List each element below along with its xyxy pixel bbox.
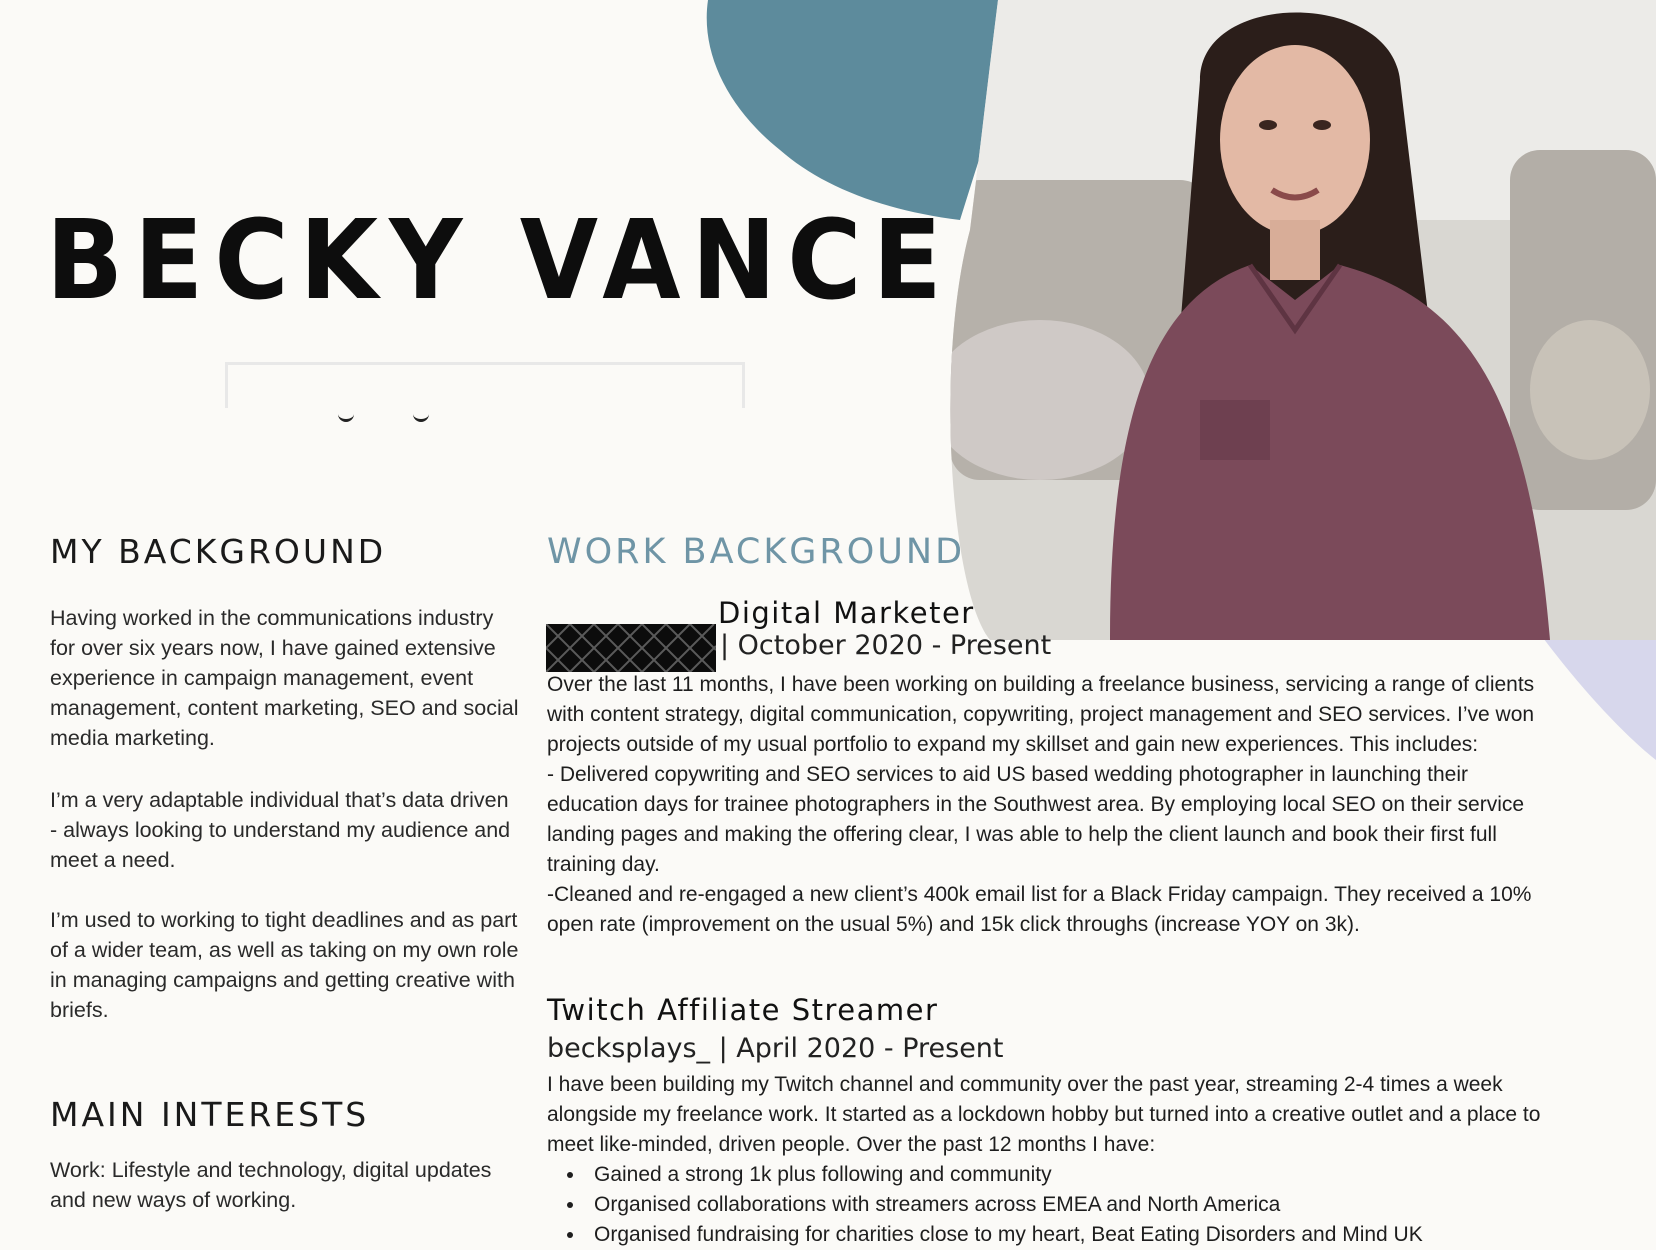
interests-heading: MAIN INTERESTS <box>50 1095 370 1134</box>
background-heading: MY BACKGROUND <box>50 532 387 571</box>
job-1-line-1: Over the last 11 months, I have been working on building a freelance business, servicing a range of clients with content strategy, digital communication, copywriting, project management and SEO services. I’ve won projects outside of my usual portfolio to expand my skillset and gain new experiences. This includes: <box>547 673 1535 756</box>
job-title-2: Twitch Affiliate Streamer <box>547 993 939 1027</box>
background-paragraph-3: I’m used to working to tight deadlines and as part of a wider team, as well as taking on my own role in managing campaigns and getting creative with briefs. <box>50 908 519 1022</box>
achievement-list <box>570 1160 1423 1250</box>
job-meta-1: | October 2020 - Present <box>720 630 1052 661</box>
job-meta-2: becksplays_ | April 2020 - Present <box>547 1033 1004 1064</box>
list-item: • Organised collaborations with streamers across EMEA and North America <box>586 1190 1423 1220</box>
background-paragraph-2: I’m a very adaptable individual that’s data driven - always looking to understand my audience and meet a need. <box>50 788 511 872</box>
job-description-2: I have been building my Twitch channel and community over the past year, streaming 2-4 times a week alongside my freelance work. It started as a lockdown hobby but turned into a creative outlet and a place to meet like-minded, driven people. Over the past 12 months I have: <box>547 1073 1541 1156</box>
work-heading: WORK BACKGROUND <box>547 532 966 572</box>
job-description-1 <box>547 670 1547 940</box>
job-title-1: Digital Marketer <box>718 596 975 630</box>
subtitle-box <box>225 362 745 408</box>
interests-text: Work: Lifestyle and technology, digital updates and new ways of working. <box>50 1158 492 1212</box>
list-item: • Gained a strong 1k plus following and community <box>586 1160 1423 1190</box>
background-paragraph-1: Having worked in the communications industry for over six years now, I have gained extensive experience in campaign management, event management, content marketing, SEO and social media marketing. <box>50 606 519 750</box>
candidate-name: BECKY VANCE <box>46 196 953 324</box>
list-item: • Organised fundraising for charities close to my heart, Beat Eating Disorders and Mind UK <box>586 1220 1423 1250</box>
redacted-company-logo <box>546 624 716 672</box>
portrait-photo <box>950 0 1656 640</box>
job-1-line-3: -Cleaned and re-engaged a new client’s 400k email list for a Black Friday campaign. They received a 10% open rate (improvement on the usual 5%) and 15k click throughs (increase YOY on 3k). <box>547 883 1532 936</box>
job-1-line-2: - Delivered copywriting and SEO services to aid US based wedding photographer in launching their education days for trainee photographers in the Southwest area. By employing local SEO on their service landing pages and making the offering clear, I was able to help the client launch and book their first full training day. <box>547 763 1525 876</box>
